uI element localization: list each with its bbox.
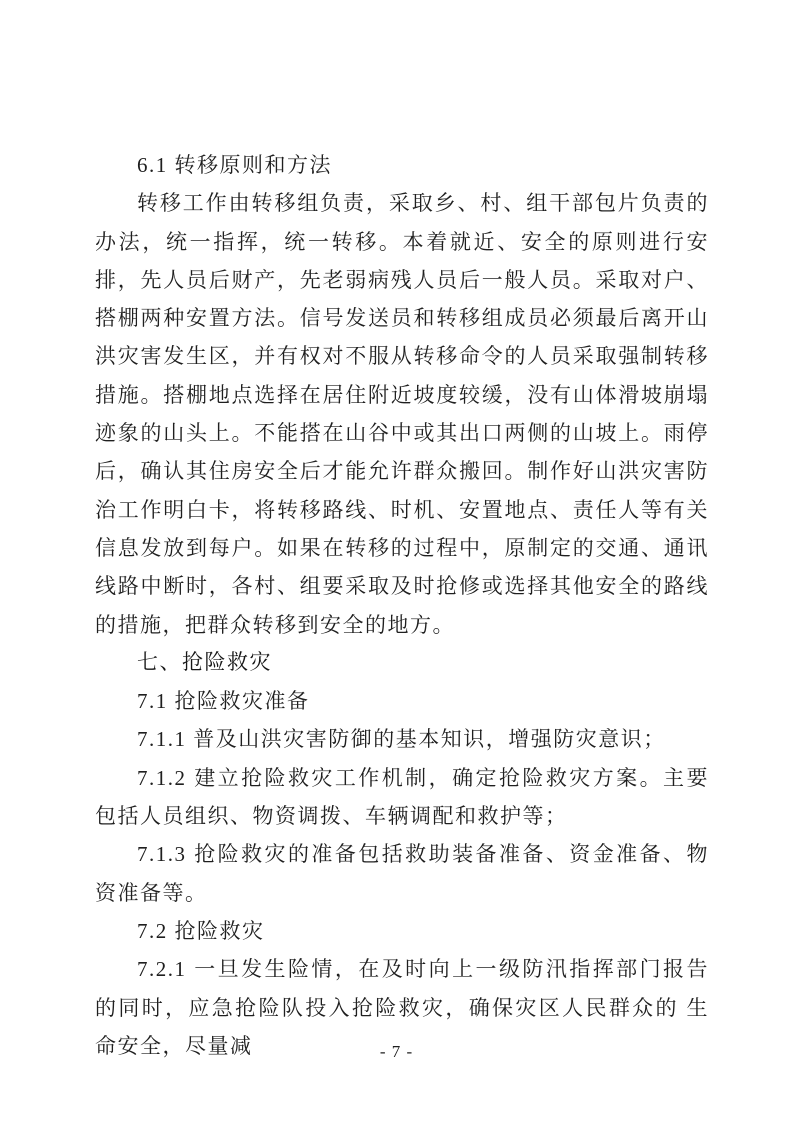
section-7-heading: 七、抢险救灾 [137, 650, 272, 674]
page-number: - 7 - [379, 1042, 414, 1061]
section-6-1-heading: 6.1 转移原则和方法 [137, 153, 332, 177]
section-7-2-heading: 7.2 抢险救灾 [137, 918, 265, 943]
section-6-1-paragraph: 转移工作由转移组负责，采取乡、村、组干部包片负责的办法，统一指挥，统一转移。本着就近、安全的原则进行安排，先人员后财产，先老弱病残人员后一般人员。采取对户、搭棚两种安置方法。信号发送员和转移组成员必须最后离开山洪灾害发生区，并有权对不服从转移命令的人员采取强制转移措施。搭棚地点选择在居住附近坡度较缓，没有山体滑坡崩塌迹象的山头上。不能搭在山谷中或其出口两侧的山坡上。雨停后，确认其住房安全后才能允许群众搬回。制作好山洪灾害防治工作明白卡，将转移路线、时机、安置地点、责任人等有关信息发放到每户。如果在转移的过程中，原制定的交通、通讯线路中断时，各村、组要采取及时抢修或选择其他安全的路线的措施，把群众转移到安全的地方。 [95, 191, 709, 637]
clause-7-1-3: 7.1.3 抢险救灾的准备包括救助装备准备、资金准备、物资准备等。 [95, 842, 709, 905]
clause-7-2-1: 7.2.1 一旦发生险情，在及时向上一级防汛指挥部门报告的同时，应急抢险队投入抢险救灾，确保灾区人民群众的 生命安全，尽量减 [95, 957, 709, 1058]
section-7-1-heading: 7.1 抢险救灾准备 [137, 689, 310, 714]
clause-7-1-2: 7.1.2 建立抢险救灾工作机制，确定抢险救灾方案。主要包括人员组织、物资调拨、车辆调配和救护等； [95, 765, 709, 829]
clause-7-1-1: 7.1.1 普及山洪灾害防御的基本知识，增强防灾意识； [137, 727, 666, 752]
document-body [95, 146, 709, 1065]
